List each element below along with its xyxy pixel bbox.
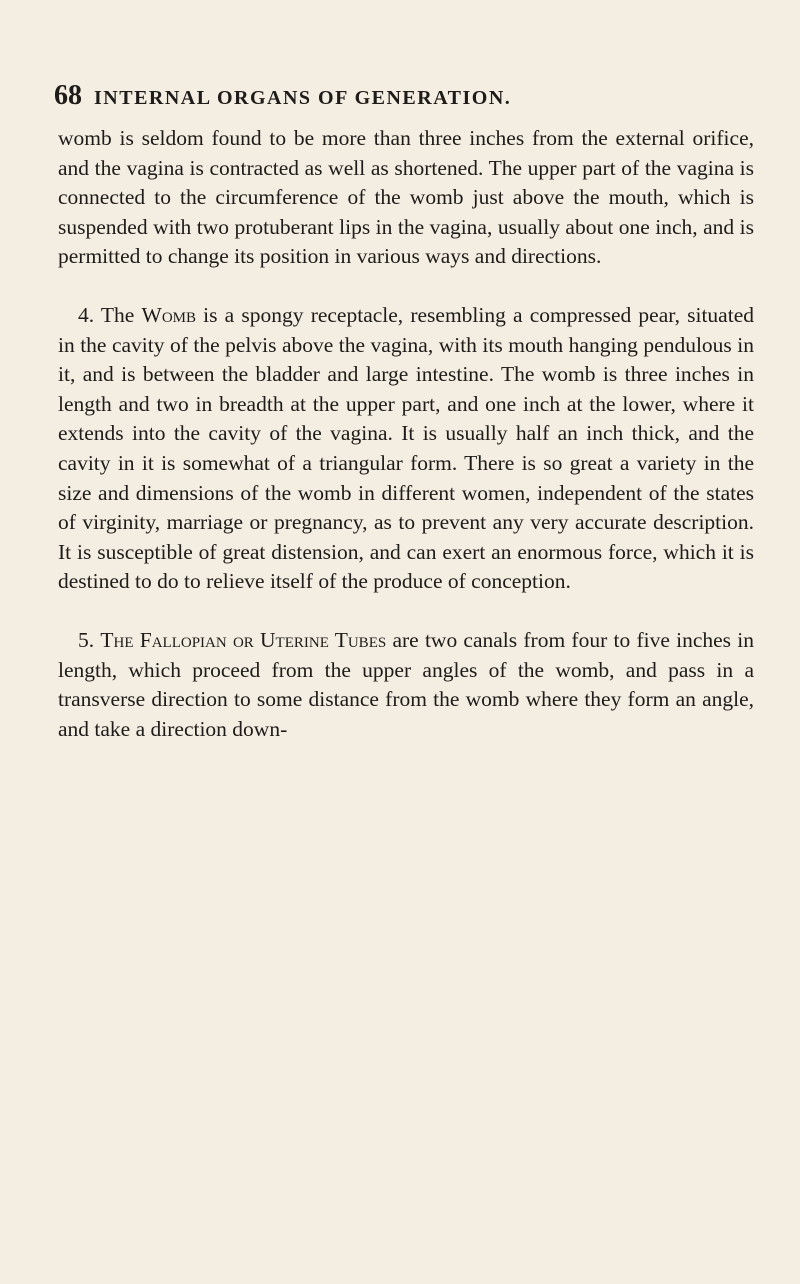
section-number: 4. xyxy=(78,302,95,327)
section-5-fallopian-tubes xyxy=(54,626,754,744)
section-4-womb xyxy=(54,301,754,597)
section-term: Womb xyxy=(141,302,196,327)
section-lead: The xyxy=(100,302,135,327)
paragraph-continuation: womb is seldom found to be more than three inches from the external orifice, and the vagina is contracted as well as shortened. The upper part of the vagina is connected to the circumference of the womb just above the mouth, which is suspended with two protuberant lips in the vagina, usually about one inch, and is permitted to change its position in various ways and directions. xyxy=(58,126,754,269)
section-text: are two canals from four to five inches in length, which proceed from the upper angles of the womb, and pass in a transverse direction to some distance from the womb where they form an angle, and take a direction down- xyxy=(58,627,755,741)
page-number: 68 xyxy=(54,80,82,111)
section-text: is a spongy receptacle, resembling a compressed pear, situated in the cavity of the pelvis above the vagina, with its mouth hanging pendulous in it, and is between the bladder and large intestine. The womb is three inches in length and two in breadth at the upper part, and one inch at the lower, where it extends into the cavity of the vagina. It is usually half an inch thick, and the cavity in it is somewhat of a triangular form. There is so great a variety in the size and dimensions of the womb in different women, independent of the states of virginity, marriage or pregnancy, as to prevent any very accurate description. It is susceptible of great distension, and can exert an enormous force, which it is destined to do to relieve itself of the produce of conception. xyxy=(58,302,754,594)
running-head xyxy=(54,80,754,120)
section-number: 5. xyxy=(78,627,95,652)
running-head-title: INTERNAL ORGANS OF GENERATION. xyxy=(94,87,512,109)
book-page xyxy=(54,80,754,744)
section-term: The Fallopian or Uterine Tubes xyxy=(100,627,387,652)
